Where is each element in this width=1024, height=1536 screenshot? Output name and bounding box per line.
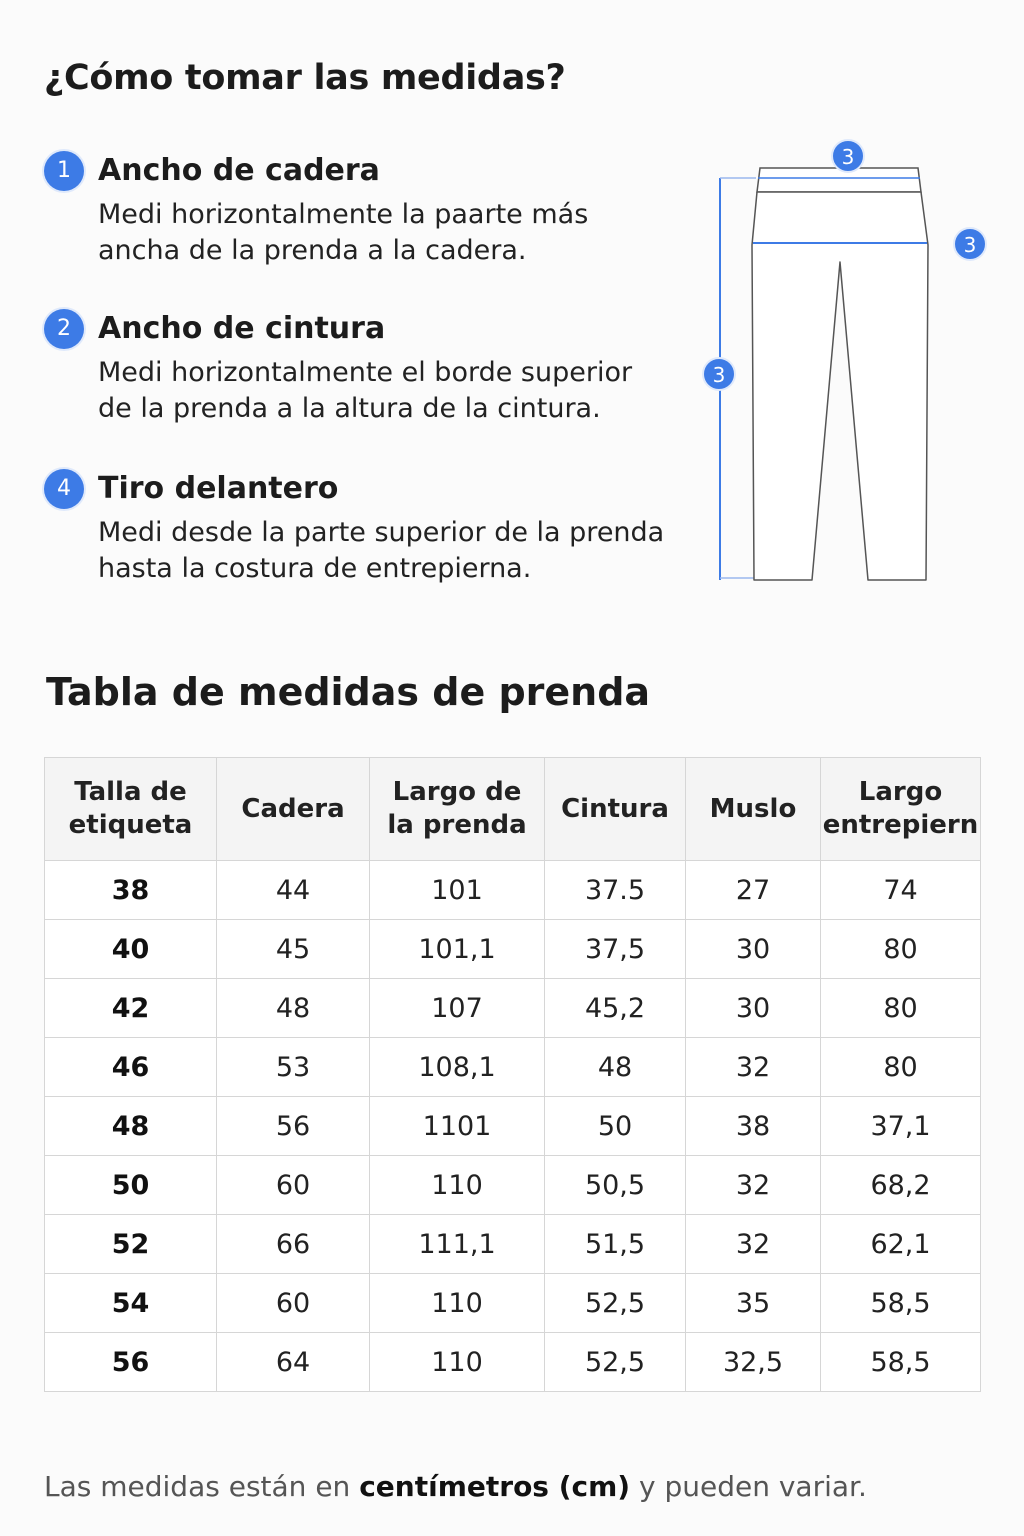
table-row: [45, 979, 981, 1038]
hip-cell: 56: [217, 1097, 370, 1156]
waist-cell: 37,5: [545, 920, 686, 979]
step-description-line: ancha de la prenda a la cadera.: [98, 235, 527, 266]
step-number-badge: 1: [44, 151, 84, 191]
hip-cell: 60: [217, 1156, 370, 1215]
inseam-cell: 58,5: [821, 1333, 981, 1392]
size-cell: 50: [45, 1156, 217, 1215]
table-header-row: [45, 758, 981, 861]
pants-measurement-diagram: [690, 130, 1010, 600]
inseam-cell: 68,2: [821, 1156, 981, 1215]
waist-cell: 45,2: [545, 979, 686, 1038]
size-cell: 54: [45, 1274, 217, 1333]
hip-cell: 53: [217, 1038, 370, 1097]
size-cell: 56: [45, 1333, 217, 1392]
hip-cell: 48: [217, 979, 370, 1038]
page-title: ¿Cómo tomar las medidas?: [44, 58, 566, 98]
step-description-line: hasta la costura de entrepierna.: [98, 553, 532, 584]
waist-cell: 50: [545, 1097, 686, 1156]
table-title: Tabla de medidas de prenda: [46, 670, 651, 714]
hip-cell: 60: [217, 1274, 370, 1333]
length-cell: 110: [370, 1156, 545, 1215]
inseam-cell: 80: [821, 920, 981, 979]
pants-waistband: [757, 168, 921, 192]
table-row: [45, 1156, 981, 1215]
step-description: [98, 197, 698, 269]
thigh-cell: 30: [686, 920, 821, 979]
thigh-cell: 30: [686, 979, 821, 1038]
step-title: Ancho de cadera: [98, 153, 380, 188]
step-description-line: Medi desde la parte superior de la prenda: [98, 517, 665, 548]
marker-label: 3: [841, 145, 855, 169]
pants-outline: [752, 192, 928, 580]
table-row: [45, 861, 981, 920]
length-cell: 1101: [370, 1097, 545, 1156]
length-cell: 111,1: [370, 1215, 545, 1274]
size-cell: 48: [45, 1097, 217, 1156]
column-header-length: Largo de la prenda: [370, 758, 545, 861]
length-cell: 108,1: [370, 1038, 545, 1097]
table-row: [45, 920, 981, 979]
inseam-cell: 80: [821, 979, 981, 1038]
table-row: [45, 1097, 981, 1156]
hip-cell: 64: [217, 1333, 370, 1392]
thigh-cell: 32: [686, 1156, 821, 1215]
hip-cell: 45: [217, 920, 370, 979]
marker-label: 3: [963, 233, 977, 257]
marker-waist: [832, 140, 864, 172]
column-header-size: Talla de etiqueta: [45, 758, 217, 861]
thigh-cell: 32: [686, 1215, 821, 1274]
footnote-unit: centímetros (cm): [359, 1470, 631, 1503]
thigh-cell: 32,5: [686, 1333, 821, 1392]
waist-cell: 48: [545, 1038, 686, 1097]
waist-cell: 52,5: [545, 1333, 686, 1392]
step-description-line: Medi horizontalmente el borde superior: [98, 357, 633, 388]
step-description-line: de la prenda a la altura de la cintura.: [98, 393, 601, 424]
length-cell: 110: [370, 1274, 545, 1333]
step-description: [98, 515, 698, 587]
length-cell: 101: [370, 861, 545, 920]
step-title: Ancho de cintura: [98, 311, 386, 346]
step-number-badge: 4: [44, 469, 84, 509]
step-title: Tiro delantero: [98, 471, 339, 506]
size-cell: 42: [45, 979, 217, 1038]
size-cell: 46: [45, 1038, 217, 1097]
inseam-cell: 58,5: [821, 1274, 981, 1333]
marker-label: 3: [712, 363, 726, 387]
length-cell: 107: [370, 979, 545, 1038]
thigh-cell: 35: [686, 1274, 821, 1333]
waist-cell: 52,5: [545, 1274, 686, 1333]
marker-length: [703, 358, 735, 390]
step-number-badge: 2: [44, 309, 84, 349]
column-header-inseam: Largo entrepiern: [821, 758, 981, 861]
size-chart-table: [44, 757, 981, 1392]
thigh-cell: 38: [686, 1097, 821, 1156]
hip-cell: 66: [217, 1215, 370, 1274]
footnote-suffix: y pueden variar.: [630, 1470, 867, 1503]
inseam-cell: 80: [821, 1038, 981, 1097]
step-description: [98, 355, 698, 427]
hip-cell: 44: [217, 861, 370, 920]
column-header-hip: Cadera: [217, 758, 370, 861]
length-cell: 110: [370, 1333, 545, 1392]
size-cell: 40: [45, 920, 217, 979]
waist-cell: 51,5: [545, 1215, 686, 1274]
waist-cell: 37.5: [545, 861, 686, 920]
table-row: [45, 1274, 981, 1333]
waist-cell: 50,5: [545, 1156, 686, 1215]
column-header-thigh: Muslo: [686, 758, 821, 861]
inseam-cell: 74: [821, 861, 981, 920]
table-row: [45, 1215, 981, 1274]
table-row: [45, 1038, 981, 1097]
footnote-prefix: Las medidas están en: [44, 1470, 360, 1503]
inseam-cell: 37,1: [821, 1097, 981, 1156]
marker-hip: [954, 228, 986, 260]
size-cell: 38: [45, 861, 217, 920]
step-description-line: Medi horizontalmente la paarte más: [98, 199, 589, 230]
thigh-cell: 27: [686, 861, 821, 920]
table-row: [45, 1333, 981, 1392]
size-cell: 52: [45, 1215, 217, 1274]
inseam-cell: 62,1: [821, 1215, 981, 1274]
column-header-waist: Cintura: [545, 758, 686, 861]
units-footnote: [44, 1470, 867, 1503]
thigh-cell: 32: [686, 1038, 821, 1097]
length-cell: 101,1: [370, 920, 545, 979]
